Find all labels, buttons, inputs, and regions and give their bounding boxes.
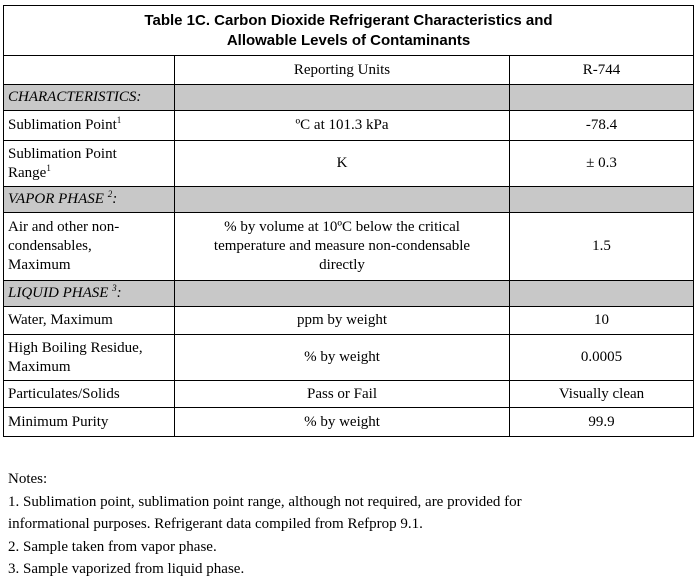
- row-units: % by weight: [175, 335, 510, 381]
- table-title-line1: Table 1C. Carbon Dioxide Refrigerant Characteristics and: [144, 11, 553, 29]
- section-liquid-row: [4, 281, 694, 307]
- footnote-marker: 2: [107, 189, 113, 199]
- row-value: 10: [510, 307, 694, 335]
- footnote-marker: 1: [46, 162, 51, 173]
- row-label-line: Air and other non-: [8, 219, 120, 235]
- section-blank-cell: [175, 85, 510, 111]
- row-value: 1.5: [510, 213, 694, 281]
- section-blank-cell: [510, 187, 694, 213]
- table-title-row: [4, 6, 694, 56]
- row-value: Visually clean: [510, 381, 694, 408]
- footnote-marker: 1: [116, 115, 122, 125]
- row-value: 99.9: [510, 408, 694, 437]
- section-blank-cell: [510, 281, 694, 307]
- table-row: [4, 335, 694, 381]
- refrigerant-table: [3, 5, 694, 437]
- section-blank-cell: [510, 85, 694, 111]
- row-units: ppm by weight: [175, 307, 510, 335]
- header-reporting-units: Reporting Units: [175, 56, 510, 85]
- row-units-line: % by volume at 10ºC below the critical: [224, 219, 460, 235]
- header-row: [4, 56, 694, 85]
- header-empty-cell: [4, 56, 175, 85]
- section-blank-cell: [175, 187, 510, 213]
- row-units-line: temperature and measure non-condensable: [213, 238, 471, 254]
- section-vapor: [4, 187, 175, 213]
- row-units: K: [175, 141, 510, 187]
- note-line: informational purposes. Refrigerant data compiled from Refprop 9.1.: [8, 516, 423, 532]
- section-liquid: [4, 281, 175, 307]
- row-value: -78.4: [510, 111, 694, 141]
- section-liquid-text: LIQUID PHASE: [8, 285, 109, 301]
- row-label-text: Range: [8, 164, 47, 181]
- notes-heading: Notes:: [8, 471, 48, 487]
- row-value: ± 0.3: [510, 141, 694, 187]
- section-characteristics-row: [4, 85, 694, 111]
- row-label: [4, 335, 175, 381]
- row-units: [175, 213, 510, 281]
- row-label: [4, 213, 175, 281]
- section-blank-cell: [175, 281, 510, 307]
- row-label-line: Maximum: [8, 358, 71, 375]
- row-label: [4, 111, 175, 141]
- row-value: 0.0005: [510, 335, 694, 381]
- row-label-line: High Boiling Residue,: [8, 339, 143, 356]
- header-r744: R-744: [510, 56, 694, 85]
- row-units: % by weight: [175, 408, 510, 437]
- row-label-line: [8, 164, 170, 183]
- row-label-line: condensables,: [8, 238, 92, 254]
- row-label-text: Sublimation Point: [8, 117, 117, 133]
- table-row: [4, 111, 694, 141]
- row-units: ºC at 101.3 kPa: [175, 111, 510, 141]
- table-row: [4, 381, 694, 408]
- table-row: [4, 408, 694, 437]
- table-row: [4, 213, 694, 281]
- row-label-line: Maximum: [8, 257, 71, 273]
- section-colon: :: [116, 285, 122, 301]
- row-units-line: directly: [319, 257, 365, 273]
- section-colon: :: [112, 191, 118, 207]
- row-units: Pass or Fail: [175, 381, 510, 408]
- table-title: [4, 6, 694, 56]
- table-title-line2: Allowable Levels of Contaminants: [226, 31, 471, 49]
- row-label: Water, Maximum: [4, 307, 175, 335]
- note-line: 2. Sample taken from vapor phase.: [8, 538, 217, 555]
- row-label: [4, 141, 175, 187]
- row-label: Minimum Purity: [4, 408, 175, 437]
- section-characteristics: CHARACTERISTICS:: [4, 85, 175, 111]
- table-row: [4, 307, 694, 335]
- section-vapor-row: [4, 187, 694, 213]
- table-row: [4, 141, 694, 187]
- section-vapor-text: VAPOR PHASE: [8, 191, 104, 207]
- footnote-marker: 3: [112, 283, 117, 293]
- notes: [8, 468, 692, 581]
- row-label-line: Sublimation Point: [8, 145, 117, 162]
- row-label: Particulates/Solids: [4, 381, 175, 408]
- note-line: 1. Sublimation point, sublimation point range, although not required, are provided for: [8, 493, 522, 510]
- note-line: 3. Sample vaporized from liquid phase.: [8, 561, 245, 577]
